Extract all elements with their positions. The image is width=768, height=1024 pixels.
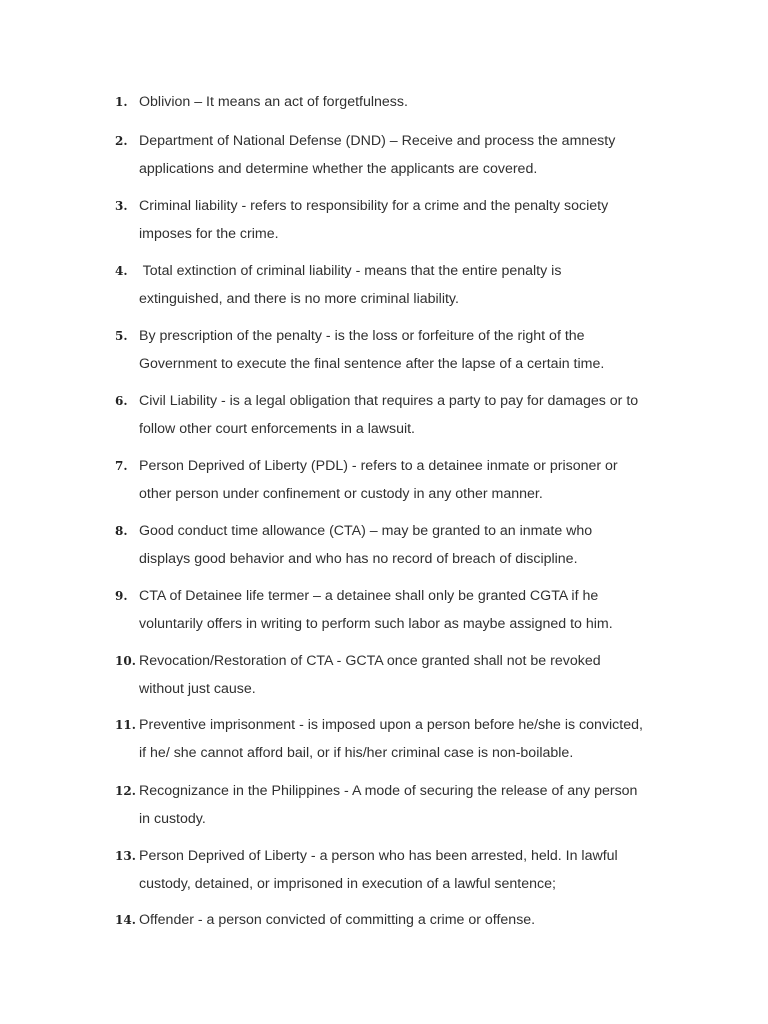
list-item-line: if he/ she cannot afford bail, or if his/her criminal case is non-boilable. [139,744,574,761]
list-item-line: custody, detained, or imprisoned in execution of a lawful sentence; [139,875,556,892]
list-item-number: 1. [115,95,128,109]
list-item-text [139,843,679,898]
list-item-line: displays good behavior and who has no record of breach of discipline. [139,550,578,567]
list-item-line: Person Deprived of Liberty - a person who has been arrested, held. In lawful [139,848,618,864]
list-item-line: CTA of Detainee life termer – a detainee shall only be granted CGTA if he [139,588,599,604]
list-item-line: Oblivion – It means an act of forgetfulness. [139,94,408,110]
list-item-line: Civil Liability - is a legal obligation that requires a party to pay for damages or to [139,393,639,409]
list-item-text [139,193,679,248]
list-item-line: Offender - a person convicted of committing a crime or offense. [139,912,536,928]
list-item-text [139,583,679,638]
list-item-text [139,388,679,443]
list-item-line: Criminal liability - refers to responsibility for a crime and the penalty society [139,198,609,214]
list-item-text [139,258,679,313]
list-item-line: Total extinction of criminal liability - means that the entire penalty is [139,263,562,279]
list-item-number: 12. [115,784,136,798]
list-item-line: Recognizance in the Philippines - A mode of securing the release of any person [139,783,638,799]
list-item-text [139,89,679,117]
list-item-line: in custody. [139,810,206,827]
list-item-text [139,712,679,767]
list-item-text [139,323,679,378]
list-item-number: 6. [115,394,128,408]
list-item-text [139,128,679,183]
list-item-line: By prescription of the penalty - is the loss or forfeiture of the right of the [139,328,585,344]
list-item-line: other person under confinement or custody in any other manner. [139,485,543,502]
list-item-line: without just cause. [139,680,256,697]
list-item-number: 11. [115,718,136,732]
list-item-line: Person Deprived of Liberty (PDL) - refers to a detainee inmate or prisoner or [139,458,618,474]
list-item-number: 3. [115,199,128,213]
list-item-line: imposes for the crime. [139,225,279,242]
list-item-line: Good conduct time allowance (CTA) – may be granted to an inmate who [139,523,593,539]
list-item-text [139,518,679,573]
list-item-number: 10. [115,654,136,668]
list-item-line: voluntarily offers in writing to perform such labor as maybe assigned to him. [139,615,613,632]
list-item-text [139,907,679,935]
list-item-text [139,778,679,833]
list-item-number: 5. [115,329,128,343]
list-item-line: Government to execute the final sentence after the lapse of a certain time. [139,355,605,372]
list-item-number: 14. [115,913,136,927]
list-item-line: Preventive imprisonment - is imposed upon a person before he/she is convicted, [139,717,643,733]
list-item-number: 9. [115,589,128,603]
list-item-line: Revocation/Restoration of CTA - GCTA once granted shall not be revoked [139,653,601,669]
list-item-number: 8. [115,524,128,538]
list-item-text [139,648,679,703]
list-item-number: 2. [115,134,128,148]
list-item-number: 13. [115,849,136,863]
list-item-line: applications and determine whether the applicants are covered. [139,160,538,177]
list-item-line: Department of National Defense (DND) – Receive and process the amnesty [139,133,616,149]
list-item-line: extinguished, and there is no more criminal liability. [139,290,459,307]
list-item-number: 7. [115,459,128,473]
list-item-line: follow other court enforcements in a lawsuit. [139,420,415,437]
list-item-text [139,453,679,508]
list-item-number: 4. [115,264,128,278]
